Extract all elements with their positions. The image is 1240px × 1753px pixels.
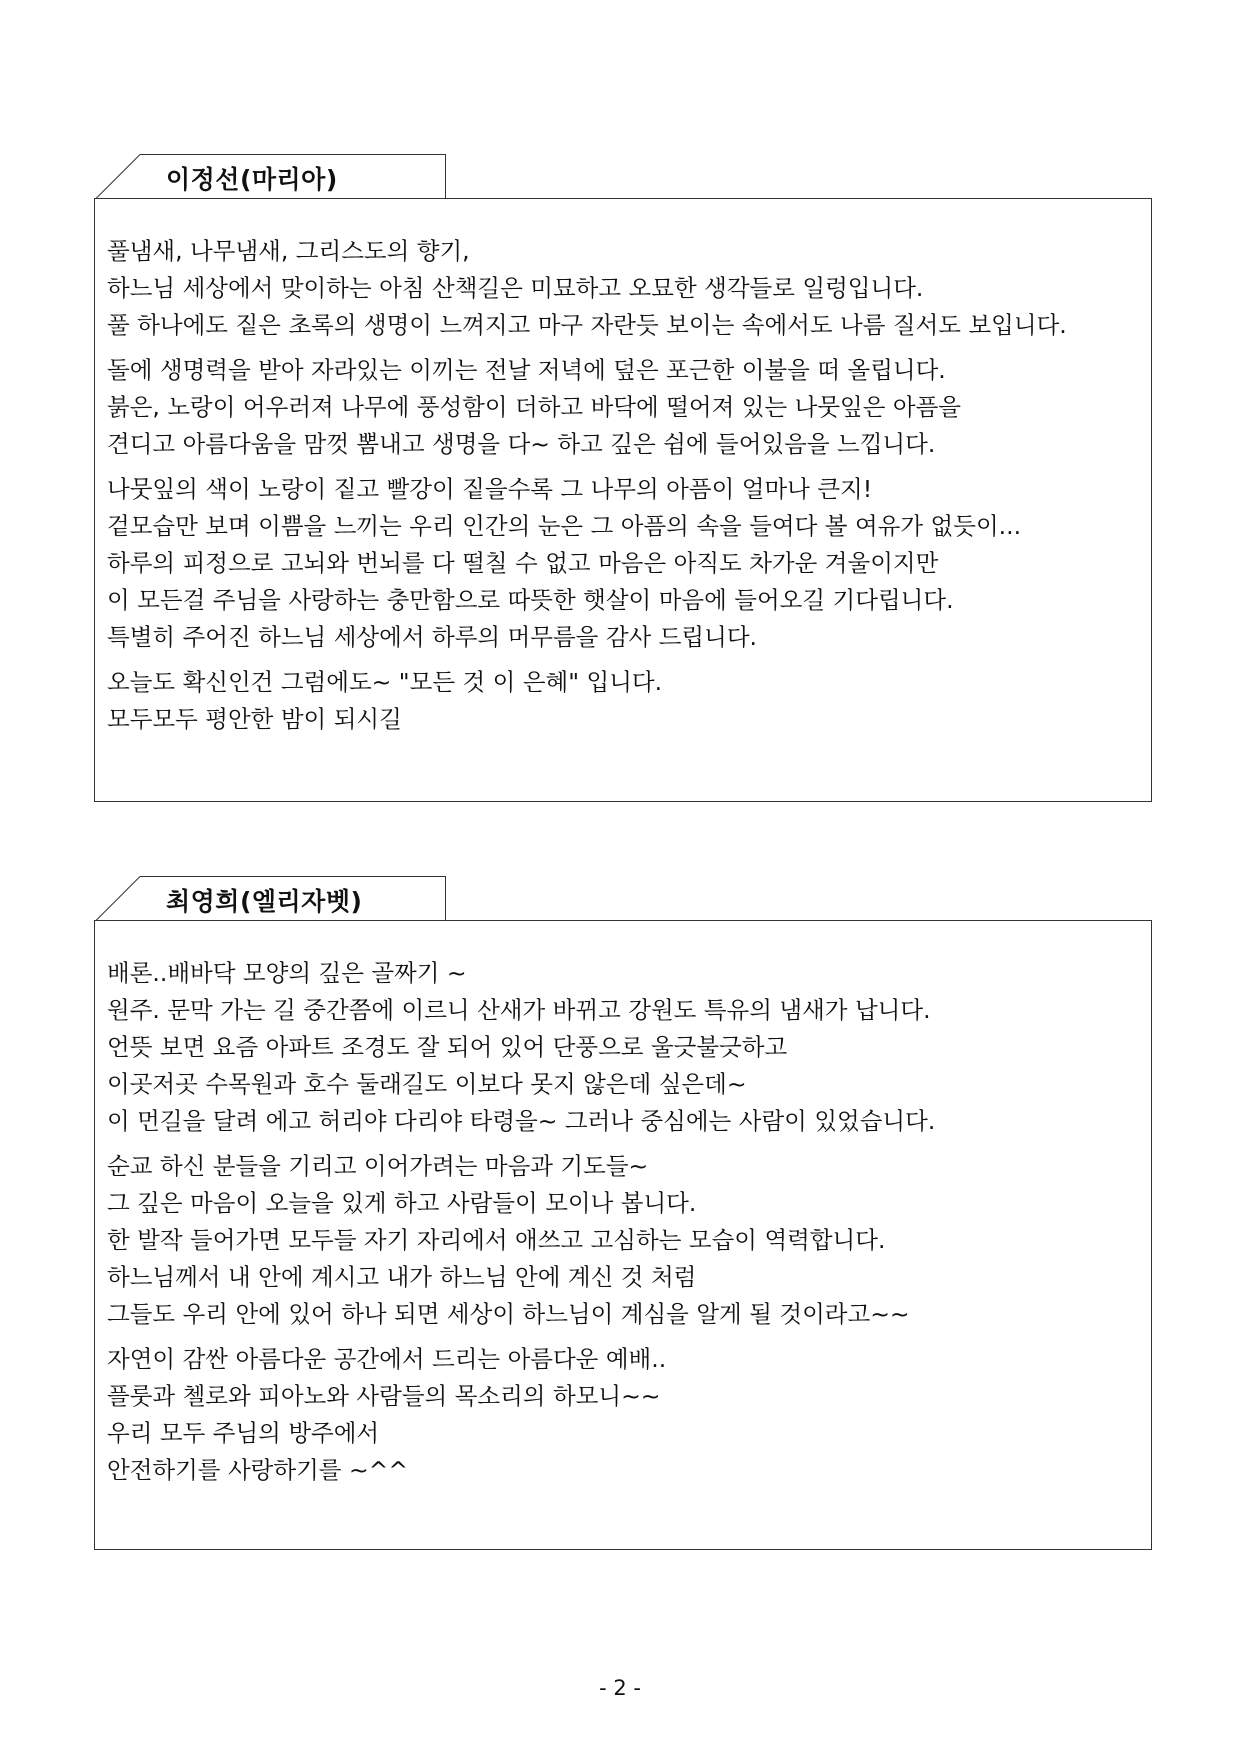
text-line: 배론..배바닥 모양의 깊은 골짜기 ~: [107, 959, 467, 987]
text-line: 이 모든걸 주님을 사랑하는 충만함으로 따뜻한 햇살이 마음에 들어오길 기다립니다.: [107, 586, 954, 614]
paragraph: [107, 664, 1141, 738]
text-line: 견디고 아름다움을 맘껏 뽐내고 생명을 다~ 하고 깊은 쉼에 들어있음을 느낍니다.: [107, 430, 936, 458]
text-line: 돌에 생명력을 받아 자라있는 이끼는 전날 저녁에 덮은 포근한 이불을 떠 올립니다.: [107, 356, 946, 384]
paragraph: [107, 1341, 1141, 1489]
section-1-box: [94, 198, 1152, 802]
text-line: 우리 모두 주님의 방주에서: [107, 1419, 380, 1447]
paragraph: [107, 1148, 1141, 1333]
text-line: 언뜻 보면 요즘 아파트 조경도 잘 되어 있어 단풍으로 울긋불긋하고: [107, 1033, 788, 1061]
page-number: - 2 -: [599, 1676, 641, 1700]
text-line: 하루의 피정으로 고뇌와 번뇌를 다 떨칠 수 없고 마음은 아직도 차가운 겨울이지만: [107, 549, 939, 577]
text-line: 플룻과 첼로와 피아노와 사람들의 목소리의 하모니~~: [107, 1382, 661, 1410]
text-line: 원주. 문막 가는 길 중간쯤에 이르니 산새가 바뀌고 강원도 특유의 냄새가 납니다.: [107, 996, 931, 1024]
text-line: 오늘도 확신인건 그럼에도~ "모든 것 이 은혜" 입니다.: [107, 668, 663, 696]
section-1-tab: [94, 154, 446, 200]
text-line: 순교 하신 분들을 기리고 이어가려는 마음과 기도들~: [107, 1152, 649, 1180]
text-line: 나뭇잎의 색이 노랑이 짙고 빨강이 짙을수록 그 나무의 아픔이 얼마나 큰지!: [107, 475, 873, 503]
text-line: 겉모습만 보며 이쁨을 느끼는 우리 인간의 눈은 그 아픔의 속을 들여다 볼 여유가 없듯이...: [107, 512, 1022, 540]
text-line: 안전하기를 사랑하기를 ~^^: [107, 1456, 409, 1484]
text-line: 붉은, 노랑이 어우러져 나무에 풍성함이 더하고 바닥에 떨어져 있는 나뭇잎은 아픔을: [107, 393, 962, 421]
paragraph: [107, 352, 1141, 463]
section-1-content: [107, 233, 1141, 746]
paragraph: [107, 471, 1141, 656]
text-line: 특별히 주어진 하느님 세상에서 하루의 머무름을 감사 드립니다.: [107, 623, 757, 651]
text-line: 풀냄새, 나무냄새, 그리스도의 향기,: [107, 237, 470, 265]
section-2-tab: [94, 876, 446, 922]
section-2-content: [107, 955, 1141, 1497]
text-line: 하느님께서 내 안에 계시고 내가 하느님 안에 계신 것 처럼: [107, 1263, 697, 1291]
text-line: 자연이 감싼 아름다운 공간에서 드리는 아름다운 예배..: [107, 1345, 667, 1373]
section-2-box: [94, 920, 1152, 1550]
text-line: 이 먼길을 달려 에고 허리야 다리야 타령을~ 그러나 중심에는 사람이 있었습니다.: [107, 1107, 936, 1135]
paragraph: [107, 233, 1141, 344]
text-line: 하느님 세상에서 맞이하는 아침 산책길은 미묘하고 오묘한 생각들로 일렁입니다.: [107, 274, 924, 302]
text-line: 이곳저곳 수목원과 호수 둘래길도 이보다 못지 않은데 싶은데~: [107, 1070, 747, 1098]
text-line: 한 발작 들어가면 모두들 자기 자리에서 애쓰고 고심하는 모습이 역력합니다.: [107, 1226, 886, 1254]
section-1-title: 이정선(마리아): [166, 165, 338, 194]
section-2: [94, 876, 1152, 1549]
text-line: 그들도 우리 안에 있어 하나 되면 세상이 하느님이 계심을 알게 될 것이라고~~: [107, 1300, 910, 1328]
text-line: 그 깊은 마음이 오늘을 있게 하고 사람들이 모이나 봅니다.: [107, 1189, 697, 1217]
section-1: [94, 154, 1152, 802]
text-line: 풀 하나에도 짙은 초록의 생명이 느껴지고 마구 자란듯 보이는 속에서도 나름 질서도 보입니다.: [107, 311, 1067, 339]
section-2-title: 최영희(엘리자벳): [166, 887, 363, 916]
text-line: 모두모두 평안한 밤이 되시길: [107, 705, 402, 733]
paragraph: [107, 955, 1141, 1140]
